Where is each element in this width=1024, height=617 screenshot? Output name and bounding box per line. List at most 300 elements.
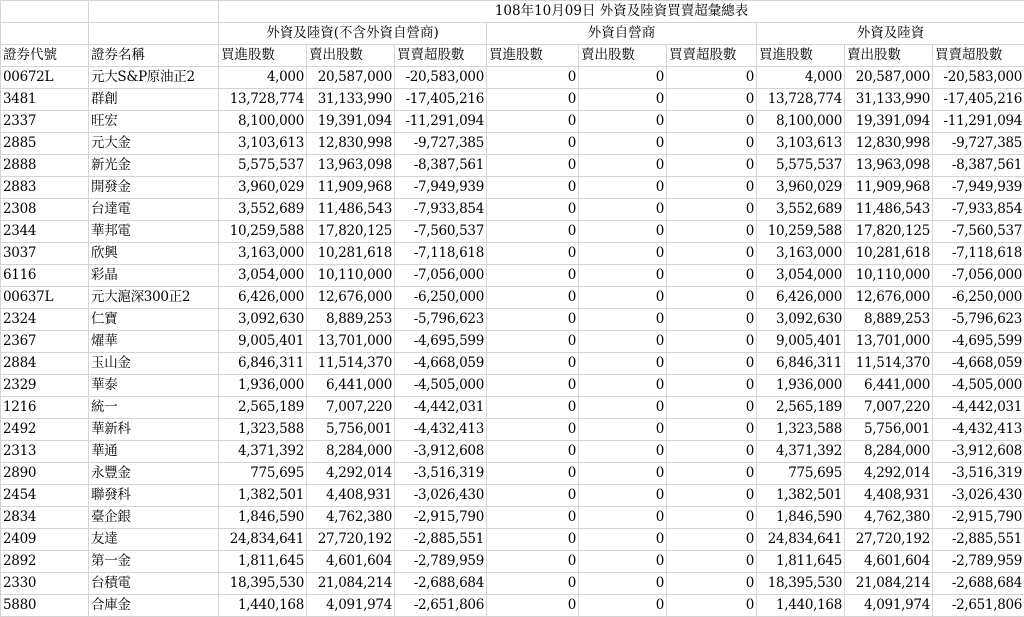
group-header-foreign-dealer[interactable]: 外資自營商	[487, 23, 757, 45]
net-shares-cell[interactable]: -5,796,623	[395, 309, 487, 331]
net-shares-cell[interactable]: -2,688,684	[395, 573, 487, 595]
total-sell-cell[interactable]: 8,889,253	[845, 309, 933, 331]
dealer-buy-cell[interactable]: 0	[487, 243, 579, 265]
buy-shares-cell[interactable]: 24,834,641	[219, 529, 307, 551]
stock-code-cell[interactable]: 2454	[1, 485, 89, 507]
total-buy-cell[interactable]: 775,695	[757, 463, 845, 485]
sell-shares-cell[interactable]: 4,601,604	[307, 551, 395, 573]
buy-shares-cell[interactable]: 5,575,537	[219, 155, 307, 177]
sell-shares-cell[interactable]: 27,720,192	[307, 529, 395, 551]
total-net-cell[interactable]: -4,668,059	[933, 353, 1024, 375]
header-net-3[interactable]: 買賣超股數	[933, 45, 1024, 67]
total-buy-cell[interactable]: 9,005,401	[757, 331, 845, 353]
dealer-buy-cell[interactable]: 0	[487, 265, 579, 287]
dealer-buy-cell[interactable]: 0	[487, 529, 579, 551]
header-buy-3[interactable]: 買進股數	[757, 45, 845, 67]
header-net-2[interactable]: 買賣超股數	[667, 45, 757, 67]
dealer-sell-cell[interactable]: 0	[579, 309, 667, 331]
stock-name-cell[interactable]: 開發金	[89, 177, 219, 199]
dealer-net-cell[interactable]: 0	[667, 177, 757, 199]
total-sell-cell[interactable]: 11,909,968	[845, 177, 933, 199]
blank-cell[interactable]	[1, 23, 89, 45]
stock-code-cell[interactable]: 2888	[1, 155, 89, 177]
total-buy-cell[interactable]: 1,846,590	[757, 507, 845, 529]
stock-code-cell[interactable]: 2344	[1, 221, 89, 243]
dealer-net-cell[interactable]: 0	[667, 463, 757, 485]
dealer-sell-cell[interactable]: 0	[579, 463, 667, 485]
buy-shares-cell[interactable]: 13,728,774	[219, 89, 307, 111]
buy-shares-cell[interactable]: 775,695	[219, 463, 307, 485]
net-shares-cell[interactable]: -11,291,094	[395, 111, 487, 133]
sell-shares-cell[interactable]: 11,486,543	[307, 199, 395, 221]
dealer-sell-cell[interactable]: 0	[579, 419, 667, 441]
table-row	[1, 309, 1024, 331]
blank-cell[interactable]	[89, 1, 219, 23]
dealer-net-cell[interactable]: 0	[667, 133, 757, 155]
total-buy-cell[interactable]: 1,382,501	[757, 485, 845, 507]
page-title[interactable]: 108年10月09日 外資及陸資買賣超彙總表	[219, 1, 1024, 23]
stock-code-cell[interactable]: 2883	[1, 177, 89, 199]
dealer-buy-cell[interactable]: 0	[487, 463, 579, 485]
dealer-sell-cell[interactable]: 0	[579, 529, 667, 551]
dealer-net-cell[interactable]: 0	[667, 573, 757, 595]
buy-shares-cell[interactable]: 3,960,029	[219, 177, 307, 199]
sell-shares-cell[interactable]: 4,762,380	[307, 507, 395, 529]
net-shares-cell[interactable]: -20,583,000	[395, 67, 487, 89]
dealer-buy-cell[interactable]: 0	[487, 397, 579, 419]
total-net-cell[interactable]: -20,583,000	[933, 67, 1024, 89]
total-sell-cell[interactable]: 21,084,214	[845, 573, 933, 595]
net-shares-cell[interactable]: -9,727,385	[395, 133, 487, 155]
dealer-net-cell[interactable]: 0	[667, 309, 757, 331]
dealer-buy-cell[interactable]: 0	[487, 309, 579, 331]
sell-shares-cell[interactable]: 13,701,000	[307, 331, 395, 353]
buy-shares-cell[interactable]: 2,565,189	[219, 397, 307, 419]
stock-name-cell[interactable]: 燿華	[89, 331, 219, 353]
stock-name-cell[interactable]: 統一	[89, 397, 219, 419]
stock-code-cell[interactable]: 00637L	[1, 287, 89, 309]
stock-code-cell[interactable]: 5880	[1, 595, 89, 617]
dealer-sell-cell[interactable]: 0	[579, 573, 667, 595]
buy-shares-cell[interactable]: 3,054,000	[219, 265, 307, 287]
dealer-net-cell[interactable]: 0	[667, 353, 757, 375]
net-shares-cell[interactable]: -3,026,430	[395, 485, 487, 507]
total-buy-cell[interactable]: 10,259,588	[757, 221, 845, 243]
dealer-buy-cell[interactable]: 0	[487, 177, 579, 199]
table-row	[1, 463, 1024, 485]
blank-cell[interactable]	[89, 23, 219, 45]
group-header-foreign-total[interactable]: 外資及陸資	[757, 23, 1024, 45]
dealer-sell-cell[interactable]: 0	[579, 353, 667, 375]
net-shares-cell[interactable]: -4,442,031	[395, 397, 487, 419]
stock-name-cell[interactable]: 華邦電	[89, 221, 219, 243]
buy-shares-cell[interactable]: 1,440,168	[219, 595, 307, 617]
stock-code-cell[interactable]: 2884	[1, 353, 89, 375]
total-sell-cell[interactable]: 11,486,543	[845, 199, 933, 221]
net-shares-cell[interactable]: -17,405,216	[395, 89, 487, 111]
sell-shares-cell[interactable]: 8,889,253	[307, 309, 395, 331]
sell-shares-cell[interactable]: 10,281,618	[307, 243, 395, 265]
total-sell-cell[interactable]: 12,830,998	[845, 133, 933, 155]
header-buy-2[interactable]: 買進股數	[487, 45, 579, 67]
total-net-cell[interactable]: -7,118,618	[933, 243, 1024, 265]
total-buy-cell[interactable]: 6,846,311	[757, 353, 845, 375]
total-buy-cell[interactable]: 1,440,168	[757, 595, 845, 617]
stock-code-cell[interactable]: 2892	[1, 551, 89, 573]
dealer-buy-cell[interactable]: 0	[487, 485, 579, 507]
dealer-sell-cell[interactable]: 0	[579, 155, 667, 177]
stock-code-cell[interactable]: 2492	[1, 419, 89, 441]
sell-shares-cell[interactable]: 5,756,001	[307, 419, 395, 441]
dealer-net-cell[interactable]: 0	[667, 67, 757, 89]
dealer-buy-cell[interactable]: 0	[487, 331, 579, 353]
dealer-sell-cell[interactable]: 0	[579, 89, 667, 111]
stock-code-cell[interactable]: 2834	[1, 507, 89, 529]
stock-name-cell[interactable]: 彩晶	[89, 265, 219, 287]
header-net-1[interactable]: 買賣超股數	[395, 45, 487, 67]
sell-shares-cell[interactable]: 21,084,214	[307, 573, 395, 595]
net-shares-cell[interactable]: -3,912,608	[395, 441, 487, 463]
header-name[interactable]: 證券名稱	[89, 45, 219, 67]
dealer-sell-cell[interactable]: 0	[579, 441, 667, 463]
stock-code-cell[interactable]: 2409	[1, 529, 89, 551]
dealer-buy-cell[interactable]: 0	[487, 89, 579, 111]
stock-name-cell[interactable]: 華通	[89, 441, 219, 463]
buy-shares-cell[interactable]: 1,323,588	[219, 419, 307, 441]
dealer-net-cell[interactable]: 0	[667, 243, 757, 265]
stock-name-cell[interactable]: 旺宏	[89, 111, 219, 133]
dealer-buy-cell[interactable]: 0	[487, 155, 579, 177]
dealer-net-cell[interactable]: 0	[667, 199, 757, 221]
total-sell-cell[interactable]: 4,408,931	[845, 485, 933, 507]
sell-shares-cell[interactable]: 31,133,990	[307, 89, 395, 111]
dealer-net-cell[interactable]: 0	[667, 155, 757, 177]
net-shares-cell[interactable]: -7,933,854	[395, 199, 487, 221]
dealer-sell-cell[interactable]: 0	[579, 595, 667, 617]
total-net-cell[interactable]: -17,405,216	[933, 89, 1024, 111]
sell-shares-cell[interactable]: 4,091,974	[307, 595, 395, 617]
total-net-cell[interactable]: -9,727,385	[933, 133, 1024, 155]
dealer-sell-cell[interactable]: 0	[579, 111, 667, 133]
stock-code-cell[interactable]: 2885	[1, 133, 89, 155]
stock-code-cell[interactable]: 1216	[1, 397, 89, 419]
total-sell-cell[interactable]: 13,701,000	[845, 331, 933, 353]
group-header-foreign-excl-dealer[interactable]: 外資及陸資(不含外資自營商)	[219, 23, 487, 45]
total-net-cell[interactable]: -7,933,854	[933, 199, 1024, 221]
total-buy-cell[interactable]: 4,371,392	[757, 441, 845, 463]
dealer-sell-cell[interactable]: 0	[579, 243, 667, 265]
sell-shares-cell[interactable]: 11,909,968	[307, 177, 395, 199]
stock-code-cell[interactable]: 2890	[1, 463, 89, 485]
total-net-cell[interactable]: -2,688,684	[933, 573, 1024, 595]
stock-code-cell[interactable]: 2313	[1, 441, 89, 463]
dealer-net-cell[interactable]: 0	[667, 507, 757, 529]
total-sell-cell[interactable]: 12,676,000	[845, 287, 933, 309]
header-sell-1[interactable]: 賣出股數	[307, 45, 395, 67]
dealer-net-cell[interactable]: 0	[667, 595, 757, 617]
total-net-cell[interactable]: -4,442,031	[933, 397, 1024, 419]
stock-name-cell[interactable]: 欣興	[89, 243, 219, 265]
buy-shares-cell[interactable]: 9,005,401	[219, 331, 307, 353]
dealer-sell-cell[interactable]: 0	[579, 375, 667, 397]
header-buy-1[interactable]: 買進股數	[219, 45, 307, 67]
total-net-cell[interactable]: -2,915,790	[933, 507, 1024, 529]
net-shares-cell[interactable]: -7,560,537	[395, 221, 487, 243]
table-row	[1, 485, 1024, 507]
sell-shares-cell[interactable]: 11,514,370	[307, 353, 395, 375]
stock-code-cell[interactable]: 3037	[1, 243, 89, 265]
stock-name-cell[interactable]: 元大滬深300正2	[89, 287, 219, 309]
total-buy-cell[interactable]: 1,936,000	[757, 375, 845, 397]
dealer-sell-cell[interactable]: 0	[579, 177, 667, 199]
dealer-sell-cell[interactable]: 0	[579, 331, 667, 353]
total-net-cell[interactable]: -2,885,551	[933, 529, 1024, 551]
sell-shares-cell[interactable]: 4,292,014	[307, 463, 395, 485]
total-buy-cell[interactable]: 1,811,645	[757, 551, 845, 573]
net-shares-cell[interactable]: -7,056,000	[395, 265, 487, 287]
net-shares-cell[interactable]: -2,915,790	[395, 507, 487, 529]
dealer-sell-cell[interactable]: 0	[579, 133, 667, 155]
total-net-cell[interactable]: -7,056,000	[933, 265, 1024, 287]
net-shares-cell[interactable]: -6,250,000	[395, 287, 487, 309]
dealer-sell-cell[interactable]: 0	[579, 397, 667, 419]
total-sell-cell[interactable]: 4,762,380	[845, 507, 933, 529]
dealer-buy-cell[interactable]: 0	[487, 419, 579, 441]
dealer-sell-cell[interactable]: 0	[579, 287, 667, 309]
dealer-net-cell[interactable]: 0	[667, 529, 757, 551]
dealer-sell-cell[interactable]: 0	[579, 265, 667, 287]
buy-shares-cell[interactable]: 1,936,000	[219, 375, 307, 397]
stock-code-cell[interactable]: 2324	[1, 309, 89, 331]
total-net-cell[interactable]: -4,505,000	[933, 375, 1024, 397]
total-buy-cell[interactable]: 18,395,530	[757, 573, 845, 595]
net-shares-cell[interactable]: -8,387,561	[395, 155, 487, 177]
total-buy-cell[interactable]: 3,092,630	[757, 309, 845, 331]
dealer-buy-cell[interactable]: 0	[487, 573, 579, 595]
stock-code-cell[interactable]: 2308	[1, 199, 89, 221]
dealer-sell-cell[interactable]: 0	[579, 221, 667, 243]
dealer-net-cell[interactable]: 0	[667, 265, 757, 287]
total-buy-cell[interactable]: 24,834,641	[757, 529, 845, 551]
stock-name-cell[interactable]: 台達電	[89, 199, 219, 221]
total-buy-cell[interactable]: 13,728,774	[757, 89, 845, 111]
dealer-net-cell[interactable]: 0	[667, 331, 757, 353]
total-buy-cell[interactable]: 3,054,000	[757, 265, 845, 287]
dealer-net-cell[interactable]: 0	[667, 111, 757, 133]
net-shares-cell[interactable]: -4,505,000	[395, 375, 487, 397]
buy-shares-cell[interactable]: 8,100,000	[219, 111, 307, 133]
header-sell-2[interactable]: 賣出股數	[579, 45, 667, 67]
stock-name-cell[interactable]: 華新科	[89, 419, 219, 441]
net-shares-cell[interactable]: -4,668,059	[395, 353, 487, 375]
dealer-buy-cell[interactable]: 0	[487, 441, 579, 463]
sell-shares-cell[interactable]: 13,963,098	[307, 155, 395, 177]
header-code[interactable]: 證券代號	[1, 45, 89, 67]
buy-shares-cell[interactable]: 3,552,689	[219, 199, 307, 221]
buy-shares-cell[interactable]: 10,259,588	[219, 221, 307, 243]
buy-shares-cell[interactable]: 1,846,590	[219, 507, 307, 529]
dealer-net-cell[interactable]: 0	[667, 221, 757, 243]
stock-code-cell[interactable]: 3481	[1, 89, 89, 111]
buy-shares-cell[interactable]: 3,163,000	[219, 243, 307, 265]
sell-shares-cell[interactable]: 19,391,094	[307, 111, 395, 133]
dealer-buy-cell[interactable]: 0	[487, 67, 579, 89]
stock-code-cell[interactable]: 2367	[1, 331, 89, 353]
dealer-buy-cell[interactable]: 0	[487, 111, 579, 133]
total-sell-cell[interactable]: 11,514,370	[845, 353, 933, 375]
buy-shares-cell[interactable]: 6,426,000	[219, 287, 307, 309]
net-shares-cell[interactable]: -7,949,939	[395, 177, 487, 199]
dealer-sell-cell[interactable]: 0	[579, 551, 667, 573]
total-sell-cell[interactable]: 27,720,192	[845, 529, 933, 551]
dealer-buy-cell[interactable]: 0	[487, 507, 579, 529]
sell-shares-cell[interactable]: 20,587,000	[307, 67, 395, 89]
total-net-cell[interactable]: -5,796,623	[933, 309, 1024, 331]
total-sell-cell[interactable]: 10,281,618	[845, 243, 933, 265]
stock-name-cell[interactable]: 第一金	[89, 551, 219, 573]
buy-shares-cell[interactable]: 6,846,311	[219, 353, 307, 375]
total-sell-cell[interactable]: 31,133,990	[845, 89, 933, 111]
net-shares-cell[interactable]: -7,118,618	[395, 243, 487, 265]
total-net-cell[interactable]: -7,949,939	[933, 177, 1024, 199]
buy-shares-cell[interactable]: 4,371,392	[219, 441, 307, 463]
total-buy-cell[interactable]: 3,163,000	[757, 243, 845, 265]
total-buy-cell[interactable]: 6,426,000	[757, 287, 845, 309]
stock-code-cell[interactable]: 2330	[1, 573, 89, 595]
header-sell-3[interactable]: 賣出股數	[845, 45, 933, 67]
dealer-buy-cell[interactable]: 0	[487, 287, 579, 309]
net-shares-cell[interactable]: -2,789,959	[395, 551, 487, 573]
total-net-cell[interactable]: -11,291,094	[933, 111, 1024, 133]
dealer-buy-cell[interactable]: 0	[487, 199, 579, 221]
total-net-cell[interactable]: -2,651,806	[933, 595, 1024, 617]
dealer-buy-cell[interactable]: 0	[487, 353, 579, 375]
stock-name-cell[interactable]: 仁寶	[89, 309, 219, 331]
dealer-buy-cell[interactable]: 0	[487, 133, 579, 155]
total-sell-cell[interactable]: 7,007,220	[845, 397, 933, 419]
dealer-net-cell[interactable]: 0	[667, 485, 757, 507]
stock-name-cell[interactable]: 群創	[89, 89, 219, 111]
stock-name-cell[interactable]: 玉山金	[89, 353, 219, 375]
dealer-net-cell[interactable]: 0	[667, 287, 757, 309]
column-header-row	[1, 45, 1024, 67]
stock-name-cell[interactable]: 合庫金	[89, 595, 219, 617]
dealer-buy-cell[interactable]: 0	[487, 221, 579, 243]
total-sell-cell[interactable]: 4,601,604	[845, 551, 933, 573]
net-shares-cell[interactable]: -4,432,413	[395, 419, 487, 441]
total-buy-cell[interactable]: 2,565,189	[757, 397, 845, 419]
dealer-net-cell[interactable]: 0	[667, 89, 757, 111]
total-net-cell[interactable]: -2,789,959	[933, 551, 1024, 573]
stock-name-cell[interactable]: 臺企銀	[89, 507, 219, 529]
total-sell-cell[interactable]: 13,963,098	[845, 155, 933, 177]
total-sell-cell[interactable]: 8,284,000	[845, 441, 933, 463]
total-net-cell[interactable]: -8,387,561	[933, 155, 1024, 177]
total-sell-cell[interactable]: 10,110,000	[845, 265, 933, 287]
stock-name-cell[interactable]: 元大S&P原油正2	[89, 67, 219, 89]
dealer-sell-cell[interactable]: 0	[579, 507, 667, 529]
dealer-buy-cell[interactable]: 0	[487, 551, 579, 573]
total-buy-cell[interactable]: 5,575,537	[757, 155, 845, 177]
stock-name-cell[interactable]: 華泰	[89, 375, 219, 397]
total-net-cell[interactable]: -3,516,319	[933, 463, 1024, 485]
total-net-cell[interactable]: -6,250,000	[933, 287, 1024, 309]
sell-shares-cell[interactable]: 4,408,931	[307, 485, 395, 507]
sell-shares-cell[interactable]: 12,676,000	[307, 287, 395, 309]
total-buy-cell[interactable]: 4,000	[757, 67, 845, 89]
total-sell-cell[interactable]: 19,391,094	[845, 111, 933, 133]
buy-shares-cell[interactable]: 1,811,645	[219, 551, 307, 573]
total-net-cell[interactable]: -7,560,537	[933, 221, 1024, 243]
total-sell-cell[interactable]: 5,756,001	[845, 419, 933, 441]
stock-code-cell[interactable]: 2329	[1, 375, 89, 397]
dealer-sell-cell[interactable]: 0	[579, 67, 667, 89]
net-shares-cell[interactable]: -2,885,551	[395, 529, 487, 551]
total-buy-cell[interactable]: 3,960,029	[757, 177, 845, 199]
dealer-net-cell[interactable]: 0	[667, 375, 757, 397]
sell-shares-cell[interactable]: 12,830,998	[307, 133, 395, 155]
total-sell-cell[interactable]: 6,441,000	[845, 375, 933, 397]
net-shares-cell[interactable]: -3,516,319	[395, 463, 487, 485]
stock-code-cell[interactable]: 2337	[1, 111, 89, 133]
stock-name-cell[interactable]: 台積電	[89, 573, 219, 595]
stock-name-cell[interactable]: 友達	[89, 529, 219, 551]
buy-shares-cell[interactable]: 3,092,630	[219, 309, 307, 331]
sell-shares-cell[interactable]: 8,284,000	[307, 441, 395, 463]
stock-name-cell[interactable]: 新光金	[89, 155, 219, 177]
net-shares-cell[interactable]: -4,695,599	[395, 331, 487, 353]
stock-name-cell[interactable]: 元大金	[89, 133, 219, 155]
table-row	[1, 67, 1024, 89]
table-row	[1, 419, 1024, 441]
total-sell-cell[interactable]: 20,587,000	[845, 67, 933, 89]
buy-shares-cell[interactable]: 18,395,530	[219, 573, 307, 595]
net-shares-cell[interactable]: -2,651,806	[395, 595, 487, 617]
buy-shares-cell[interactable]: 4,000	[219, 67, 307, 89]
sell-shares-cell[interactable]: 10,110,000	[307, 265, 395, 287]
total-sell-cell[interactable]: 17,820,125	[845, 221, 933, 243]
dealer-buy-cell[interactable]: 0	[487, 375, 579, 397]
stock-name-cell[interactable]: 聯發科	[89, 485, 219, 507]
total-net-cell[interactable]: -4,695,599	[933, 331, 1024, 353]
blank-cell[interactable]	[1, 1, 89, 23]
total-buy-cell[interactable]: 1,323,588	[757, 419, 845, 441]
dealer-sell-cell[interactable]: 0	[579, 485, 667, 507]
sell-shares-cell[interactable]: 7,007,220	[307, 397, 395, 419]
stock-code-cell[interactable]: 6116	[1, 265, 89, 287]
dealer-buy-cell[interactable]: 0	[487, 595, 579, 617]
dealer-net-cell[interactable]: 0	[667, 441, 757, 463]
dealer-net-cell[interactable]: 0	[667, 551, 757, 573]
buy-shares-cell[interactable]: 3,103,613	[219, 133, 307, 155]
total-net-cell[interactable]: -3,912,608	[933, 441, 1024, 463]
sell-shares-cell[interactable]: 6,441,000	[307, 375, 395, 397]
total-net-cell[interactable]: -4,432,413	[933, 419, 1024, 441]
dealer-net-cell[interactable]: 0	[667, 397, 757, 419]
dealer-net-cell[interactable]: 0	[667, 419, 757, 441]
total-sell-cell[interactable]: 4,292,014	[845, 463, 933, 485]
total-sell-cell[interactable]: 4,091,974	[845, 595, 933, 617]
buy-shares-cell[interactable]: 1,382,501	[219, 485, 307, 507]
dealer-sell-cell[interactable]: 0	[579, 199, 667, 221]
sell-shares-cell[interactable]: 17,820,125	[307, 221, 395, 243]
total-buy-cell[interactable]: 8,100,000	[757, 111, 845, 133]
stock-name-cell[interactable]: 永豐金	[89, 463, 219, 485]
total-buy-cell[interactable]: 3,103,613	[757, 133, 845, 155]
total-net-cell[interactable]: -3,026,430	[933, 485, 1024, 507]
stock-code-cell[interactable]: 00672L	[1, 67, 89, 89]
total-buy-cell[interactable]: 3,552,689	[757, 199, 845, 221]
